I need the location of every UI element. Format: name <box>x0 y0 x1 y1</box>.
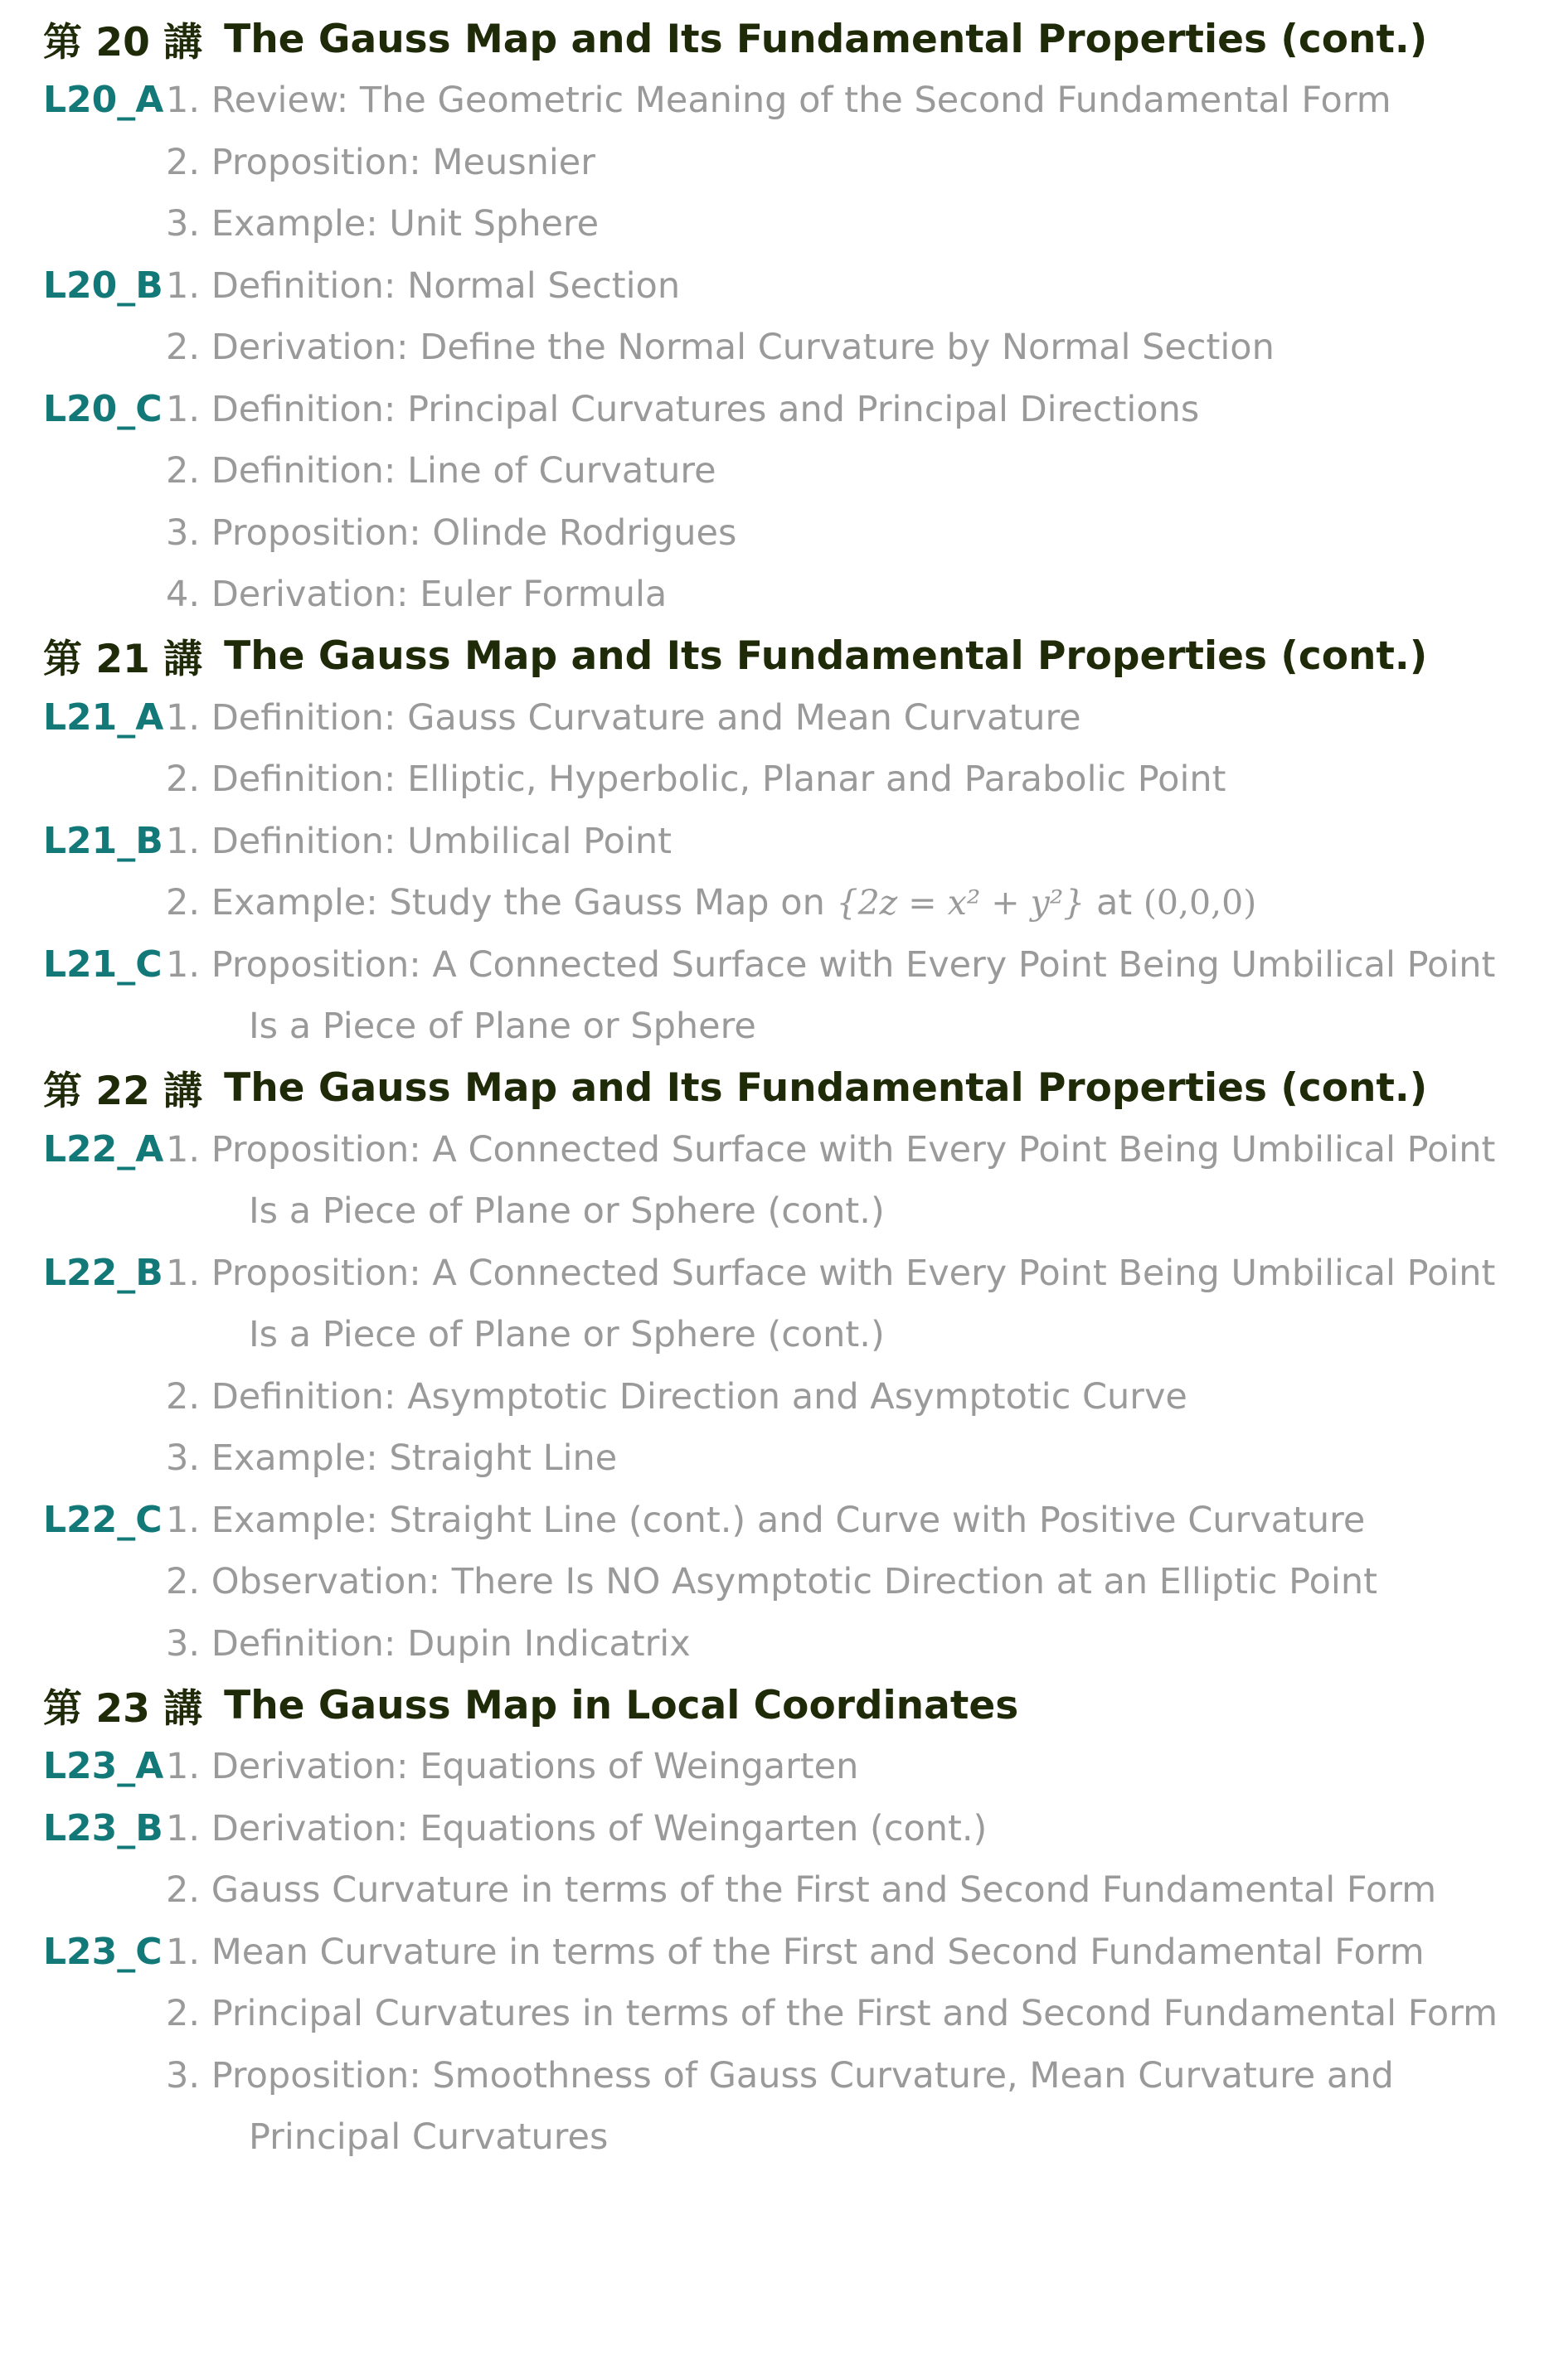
item-text: 3. Proposition: Smoothness of Gauss Curvature, Mean Curvature and <box>166 2054 1394 2096</box>
item-text: 1. Review: The Geometric Meaning of the Second Fundamental Form <box>166 80 1391 121</box>
section <box>0 1798 1549 1922</box>
section-items <box>166 1490 1549 1675</box>
item-text: Is a Piece of Plane or Sphere (cont.) <box>249 1190 885 1232</box>
section <box>0 1922 1549 2169</box>
item-text: 3. Definition: Dupin Indicatrix <box>166 1622 691 1665</box>
outline-item <box>166 687 1549 749</box>
section <box>0 255 1549 379</box>
item-text: 2. Example: Study the Gauss Map on <box>166 882 825 923</box>
item-continuation <box>166 1180 1549 1243</box>
section-items <box>166 1243 1549 1490</box>
section-items <box>166 934 1549 1058</box>
outline-item <box>166 379 1549 441</box>
item-text: 2. Proposition: Meusnier <box>166 141 595 183</box>
lecture-title: The Gauss Map and Its Fundamental Properties (cont.) <box>224 633 1428 679</box>
outline-item <box>166 1859 1549 1922</box>
math-point: (0,0,0) <box>1143 883 1257 923</box>
item-continuation <box>166 1304 1549 1366</box>
section <box>0 1119 1549 1243</box>
outline-item <box>166 70 1549 132</box>
lecture-title: The Gauss Map and Its Fundamental Properties (cont.) <box>224 1065 1428 1111</box>
section <box>0 687 1549 811</box>
item-text: 4. Derivation: Euler Formula <box>166 574 668 615</box>
item-text: 2. Definition: Asymptotic Direction and Asymptotic Curve <box>166 1375 1187 1418</box>
outline-item <box>166 1736 1549 1798</box>
outline-item <box>166 1366 1549 1428</box>
section-code: L20_C <box>43 387 163 430</box>
item-text: Is a Piece of Plane or Sphere (cont.) <box>249 1314 885 1355</box>
section-code: L21_A <box>43 696 164 739</box>
lecture-heading <box>0 1058 1549 1119</box>
item-continuation <box>166 996 1549 1058</box>
outline-item <box>166 440 1549 502</box>
section-items <box>166 255 1549 379</box>
section-code: L23_C <box>43 1930 163 1973</box>
outline-item <box>166 934 1549 996</box>
item-text: 1. Definition: Principal Curvatures and Principal Directions <box>166 388 1200 430</box>
outline-item <box>166 1551 1549 1613</box>
outline-item <box>166 132 1549 194</box>
outline-item <box>166 1983 1549 2045</box>
item-text: 1. Proposition: A Connected Surface with Every Point Being Umbilical Point <box>166 943 1496 986</box>
item-text: 2. Definition: Elliptic, Hyperbolic, Planar and Parabolic Point <box>166 759 1226 800</box>
section-items <box>166 1798 1549 1922</box>
lecture-heading <box>0 1675 1549 1736</box>
lecture-number: 第 20 講 <box>43 19 203 65</box>
section-code: L23_A <box>43 1745 164 1787</box>
item-text: 3. Example: Straight Line <box>166 1437 618 1479</box>
item-text: Principal Curvatures <box>249 2116 609 2158</box>
outline-item <box>166 872 1549 934</box>
section <box>0 1490 1549 1675</box>
section-code: L20_B <box>43 264 163 307</box>
outline-item <box>166 811 1549 873</box>
section-items <box>166 379 1549 626</box>
item-text: 2. Gauss Curvature in terms of the First and Second Fundamental Form <box>166 1869 1437 1911</box>
item-text: 1. Mean Curvature in terms of the First and Second Fundamental Form <box>166 1931 1425 1973</box>
math-set-expression: {2z = x² + y²} <box>836 883 1085 923</box>
outline-item <box>166 1243 1549 1305</box>
item-text: 1. Proposition: A Connected Surface with Every Point Being Umbilical Point <box>166 1252 1496 1294</box>
item-text: Is a Piece of Plane or Sphere <box>249 1006 756 1047</box>
section-code: L22_A <box>43 1127 164 1171</box>
section-code: L23_B <box>43 1806 163 1849</box>
section-code: L21_C <box>43 943 163 986</box>
section <box>0 1736 1549 1798</box>
item-continuation <box>166 2106 1549 2169</box>
outline-item <box>166 193 1549 255</box>
section <box>0 934 1549 1058</box>
item-text: 2. Observation: There Is NO Asymptotic Direction at an Elliptic Point <box>166 1561 1377 1602</box>
lecture-heading <box>0 626 1549 687</box>
lecture-title: The Gauss Map in Local Coordinates <box>224 1682 1019 1728</box>
section <box>0 811 1549 934</box>
outline-item <box>166 1119 1549 1181</box>
section <box>0 1243 1549 1490</box>
section-items <box>166 1119 1549 1243</box>
section-items <box>166 1736 1549 1798</box>
item-text: 1. Definition: Normal Section <box>166 264 681 307</box>
section-items <box>166 70 1549 255</box>
item-text: 3. Example: Unit Sphere <box>166 203 600 245</box>
outline-item <box>166 1922 1549 1984</box>
item-text: 1. Derivation: Equations of Weingarten (cont.) <box>166 1807 988 1849</box>
item-text: 2. Principal Curvatures in terms of the First and Second Fundamental Form <box>166 1993 1498 2034</box>
outline-item <box>166 1613 1549 1675</box>
lecture-number: 第 22 講 <box>43 1069 203 1114</box>
outline-item <box>166 1798 1549 1860</box>
outline-item <box>166 1428 1549 1490</box>
outline-item <box>166 317 1549 379</box>
section-items <box>166 811 1549 934</box>
section-code: L22_B <box>43 1251 163 1294</box>
outline-item <box>166 749 1549 811</box>
lecture-number: 第 21 講 <box>43 637 203 682</box>
math-connector: at <box>1096 882 1133 923</box>
item-text: 1. Definition: Umbilical Point <box>166 820 672 862</box>
lecture-heading <box>0 8 1549 70</box>
lecture-title: The Gauss Map and Its Fundamental Properties (cont.) <box>224 16 1428 62</box>
section-code: L21_B <box>43 819 163 862</box>
section-items <box>166 1922 1549 2169</box>
section-items <box>166 687 1549 811</box>
outline-item <box>166 2045 1549 2107</box>
item-text: 1. Derivation: Equations of Weingarten <box>166 1746 859 1787</box>
item-text: 1. Proposition: A Connected Surface with Every Point Being Umbilical Point <box>166 1128 1496 1171</box>
lecture-number: 第 23 講 <box>43 1685 203 1732</box>
outline-item <box>166 564 1549 626</box>
section-code: L20_A <box>43 79 164 121</box>
outline-item <box>166 502 1549 565</box>
outline-item <box>166 255 1549 317</box>
item-text: 2. Definition: Line of Curvature <box>166 450 716 492</box>
outline-item <box>166 1490 1549 1552</box>
section <box>0 379 1549 626</box>
item-text: 2. Derivation: Define the Normal Curvature by Normal Section <box>166 327 1275 368</box>
section <box>0 70 1549 255</box>
section-code: L22_C <box>43 1498 163 1541</box>
item-text: 3. Proposition: Olinde Rodrigues <box>166 511 737 554</box>
item-text: 1. Example: Straight Line (cont.) and Curve with Positive Curvature <box>166 1499 1366 1541</box>
item-text: 1. Definition: Gauss Curvature and Mean Curvature <box>166 696 1081 739</box>
